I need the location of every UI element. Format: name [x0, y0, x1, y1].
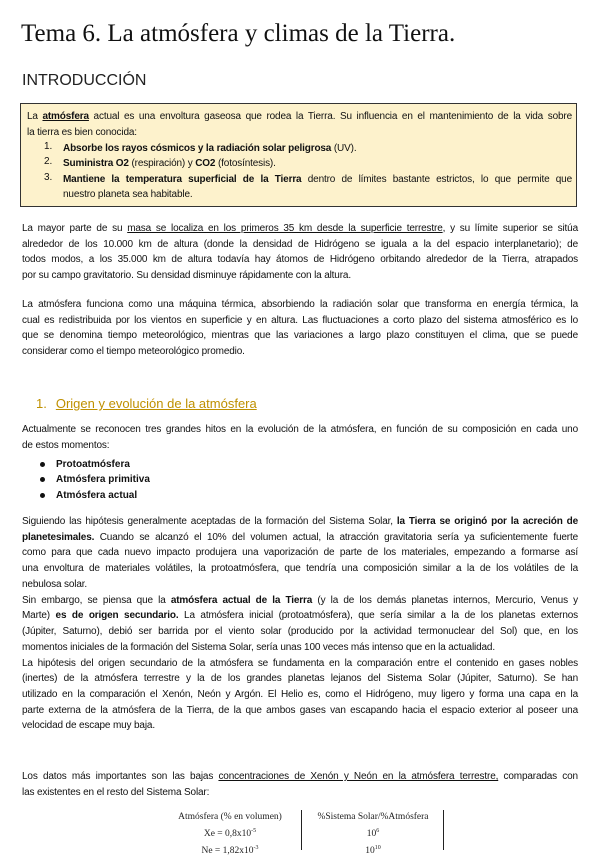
text-line [22, 252, 578, 268]
text-run: La hipótesis del origen secundario de la atmósfera se fundamenta en la comparación entre el contenido en gases nobles [22, 657, 578, 669]
paragraph-mass [22, 221, 578, 284]
emphasized-text: Mantiene la temperatura superficial de la Tierra [63, 173, 302, 185]
table-cell: $10^6$ [366, 828, 380, 840]
text-run: comparadas con [498, 771, 578, 782]
text-line [22, 577, 578, 593]
text-line [22, 671, 578, 687]
text-run: (fotosíntesis). [215, 158, 276, 169]
text-line [22, 268, 578, 284]
paragraph-thermal-machine [22, 297, 578, 360]
text-run: dentro de límites bastante estrictos, lo que permite que [301, 173, 573, 185]
text-run: como para que cada nuevo impacto produjera una vaporización de parte de los materiales, empezando a formarse así [22, 547, 578, 559]
text-line [22, 718, 578, 734]
list-item [63, 141, 572, 157]
text-run: Marte) [22, 610, 56, 622]
paragraph-noble-gases [22, 656, 578, 734]
text-run: nebulosa solar. [22, 578, 88, 590]
text-run: Sin embargo, se piensa que la [22, 594, 171, 606]
table-header: Atmósfera (% en volumen) [178, 812, 282, 822]
text-line [22, 313, 578, 329]
text-line [63, 156, 572, 172]
text-line [22, 703, 578, 719]
text-run: (UV). [331, 142, 357, 154]
bullet-item [40, 474, 150, 485]
table-divider [301, 810, 302, 850]
text-line [22, 624, 578, 640]
bullet-icon [40, 493, 45, 498]
list-number: 3. [44, 171, 53, 183]
text-run: Siguiendo las hipótesis generalmente aceptadas de la formación del Sistema Solar, [22, 516, 397, 527]
emphasized-text: planetesimales. [22, 531, 95, 543]
bullet-item [40, 490, 137, 501]
paragraph-accretion [22, 514, 578, 592]
emphasized-text: masa se localiza en los primeros 35 km desde la superficie terrestre [127, 223, 443, 234]
text-line [63, 187, 572, 203]
text-line [22, 640, 578, 656]
text-line [63, 172, 572, 188]
text-line [27, 125, 572, 141]
text-run: de estos momentos: [22, 439, 110, 451]
text-run: una envoltura de materiales volátiles, la protoatmósfera, que tendría una composición similar a la de los volátiles de la [22, 563, 578, 575]
emphasized-text: es de origen secundario. [55, 610, 179, 622]
table-header: %Sistema Solar/%Atmósfera [317, 812, 429, 822]
text-run: alrededor de los 10.000 km de altura (donde la densidad de Hidrógeno se iguala a la del espacio interplanetario); de [22, 238, 578, 250]
text-run: , y su límite superior se sitúa [442, 223, 578, 234]
bullet-item [40, 459, 130, 470]
text-run: utilizado en la comparación el Xenón, Neón y Argón. El Helio es, como el Hidrógeno, muy ligero y forma una capa en la [22, 688, 578, 700]
bullet-icon [40, 462, 45, 467]
text-run: actual es una envoltura gaseosa que rodea la Tierra. Su influencia en el mantenimiento de la vida sobre [88, 111, 572, 122]
text-run: las existentes en el resto del Sistema Solar: [22, 786, 210, 798]
text-line [27, 109, 572, 125]
section-heading-origin [36, 396, 257, 411]
text-line [22, 328, 578, 344]
text-line [22, 237, 578, 253]
text-run: nuestro planeta sea habitable. [63, 189, 193, 201]
table-divider [443, 810, 444, 850]
emphasized-text: concentraciones de Xenón y Neón en la atmósfera terrestre, [218, 771, 499, 782]
text-run: cual es redistribuida por los vientos en superficie y en altura. Las fluctuaciones a corto plazo del sistema atmosférico es lo [22, 314, 578, 326]
text-run: que se denomina tiempo meteorológico, mientras que las variaciones a largo plazo constituyen el clima, que se puede [22, 330, 578, 342]
text-run: parte externa de la atmósfera de la Tierra, de la que ambos gases van escapando hacia el espacio exterior al poseer una [22, 704, 578, 716]
bullet-text: Protoatmósfera [56, 459, 130, 470]
emphasized-text: Suministra O2 [63, 158, 129, 169]
text-line [22, 514, 578, 530]
intro-highlight-box [20, 103, 577, 207]
page-title: Tema 6. La atmósfera y climas de la Tierra. [21, 20, 456, 47]
bullet-text: Atmósfera actual [56, 490, 138, 501]
list-item [63, 172, 572, 203]
intro-heading: INTRODUCCIÓN [22, 72, 147, 89]
box-intro-text [27, 109, 572, 140]
text-run: La [27, 111, 43, 122]
text-run: Actualmente se reconocen tres grandes hitos en la evolución de la atmósfera, en función de su composición en cada uno [22, 424, 578, 435]
text-line [22, 530, 578, 546]
bullet-text: Atmósfera primitiva [56, 474, 150, 485]
text-run: La atmósfera inicial (protoatmósfera), que sería similar a la de los planetas externos [178, 610, 578, 622]
text-line [22, 656, 578, 672]
section-title: Origen y evolución de la atmósfera [55, 396, 257, 411]
text-run: por su campo gravitatorio. Su densidad disminuye rápidamente con la altura. [22, 270, 351, 282]
emphasized-text: atmósfera [42, 111, 89, 122]
emphasized-text: Absorbe los rayos cósmicos y la radiación solar peligrosa [63, 142, 332, 154]
paragraph-milestones [22, 422, 578, 453]
section-number: 1. [36, 396, 47, 411]
text-line [22, 593, 578, 609]
text-line [22, 561, 578, 577]
list-item [63, 156, 572, 172]
text-line [22, 297, 578, 313]
text-line [22, 608, 578, 624]
emphasized-text: atmósfera actual de la Tierra [170, 594, 313, 606]
text-line [22, 769, 578, 785]
list-number: 2. [44, 156, 53, 167]
text-line [22, 687, 578, 703]
table-cell: $10^{10}$ [365, 845, 381, 857]
emphasized-text: CO2 [195, 158, 216, 169]
emphasized-text: la Tierra se originó por la acreción de [396, 516, 578, 527]
text-run: velocidad de escape muy baja. [22, 720, 155, 732]
text-line [22, 422, 578, 438]
text-run: (Júpiter, Saturno), debió ser barrida por el viento solar (producido por la actividad termonuclear del Sol) que, en los [22, 625, 578, 637]
text-run: La mayor parte de su [22, 223, 128, 234]
text-line [22, 221, 578, 237]
text-line [22, 344, 578, 360]
text-run: considerar como el tiempo meteorológico promedio. [22, 346, 245, 358]
bullet-icon [40, 477, 45, 482]
text-run: momentos iniciales de la formación del Sistema Solar, sería unas 100 veces más intenso que en la actualidad. [22, 641, 495, 653]
table-cell: $Xe = 0,8x10^{-5}$ [203, 828, 257, 840]
table-cell: $Ne = 1,82x10^{-3}$ [201, 845, 259, 857]
text-run: (respiración) y [128, 158, 196, 169]
text-line [22, 545, 578, 561]
paragraph-xenon-neon [22, 769, 578, 800]
paragraph-secondary-origin [22, 593, 578, 656]
table-column-ratio [307, 810, 439, 858]
text-run: todos modos, a los 35.000 km de altura todavía hay átomos de Hidrógeno orbitando alrededor de la Tierra, atrapados [22, 254, 578, 266]
text-line [22, 785, 578, 801]
text-run: Los datos más importantes son las bajas [22, 771, 219, 782]
text-run: (inertes) de la atmósfera terrestre y la de los grandes planetas lejanos del Sistema Solar (Júpiter, Saturno). Se han [22, 673, 578, 685]
text-line [22, 438, 578, 454]
text-run: (y la de los demás planetas internos, Mercurio, Venus y [312, 594, 578, 606]
text-line [63, 141, 572, 157]
list-number: 1. [44, 140, 53, 152]
text-run: la tierra es bien conocida: [27, 126, 137, 138]
text-run: La atmósfera funciona como una máquina térmica, absorbiendo la radiación solar que transforma en energía térmica, la [22, 299, 578, 310]
table-column-atmosphere [165, 810, 295, 858]
text-run: Cuando se alcanzó el 10% del volumen actual, la atracción gravitatoria sería ya suficientemente fuerte [94, 531, 578, 543]
